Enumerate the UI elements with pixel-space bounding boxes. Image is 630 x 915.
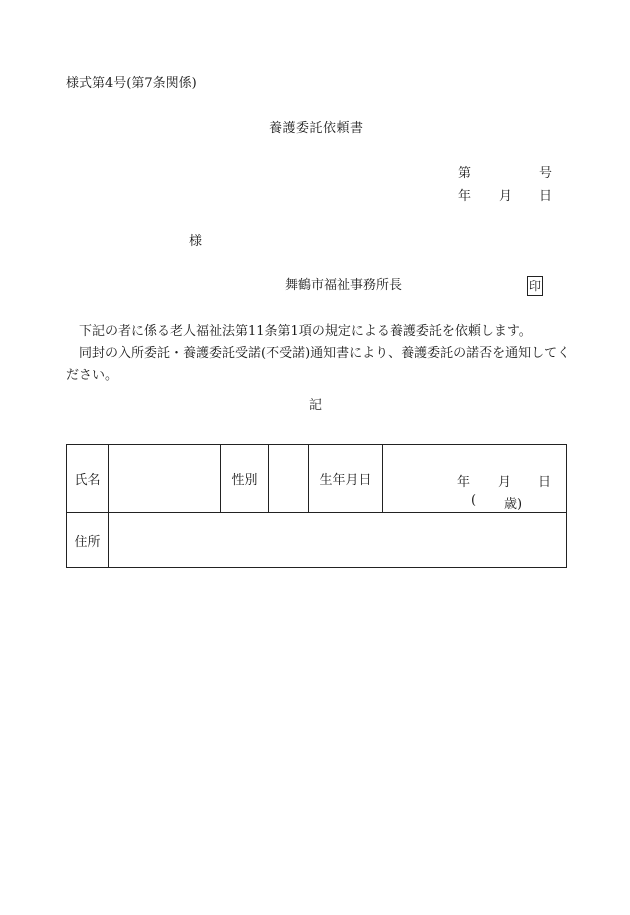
- address-label: 住所: [67, 513, 109, 568]
- addressee-suffix: 様: [189, 234, 203, 249]
- age-unit: 歳): [504, 497, 523, 512]
- table-row: [67, 513, 567, 568]
- sex-field[interactable]: [269, 445, 309, 513]
- birth-year-unit: 年: [457, 475, 471, 490]
- doc-number-dai: 第: [458, 166, 472, 181]
- name-field[interactable]: [109, 445, 221, 513]
- name-label: 氏名: [67, 445, 109, 513]
- ki-label: 記: [309, 398, 323, 413]
- address-field[interactable]: [109, 513, 567, 568]
- table-row: [67, 445, 567, 513]
- issuer-name: 舞鶴市福祉事務所長: [285, 278, 403, 293]
- birth-month-unit: 月: [498, 475, 512, 490]
- date-year: 年: [458, 189, 472, 204]
- birthdate-label: 生年月日: [309, 445, 383, 513]
- sex-label: 性別: [221, 445, 269, 513]
- form-number: 様式第4号(第7条関係): [66, 76, 197, 91]
- seal-mark: 印: [527, 276, 543, 296]
- birthdate-field[interactable]: [383, 445, 567, 513]
- doc-number-go: 号: [539, 166, 553, 181]
- document-title: 養護委託依頼書: [269, 121, 364, 136]
- body-line-2: 同封の入所委託・養護委託受諾(不受諾)通知書により、養護委託の諾否を通知してください。: [66, 346, 571, 383]
- date-month: 月: [499, 189, 513, 204]
- birth-day-unit: 日: [538, 475, 552, 490]
- person-info-table: [66, 444, 567, 568]
- body-line-1: 下記の者に係る老人福祉法第11条第1項の規定による養護委託を依頼します。: [79, 324, 532, 339]
- body-text: [66, 321, 572, 387]
- date-day: 日: [539, 189, 553, 204]
- age-open-paren: (: [471, 493, 477, 508]
